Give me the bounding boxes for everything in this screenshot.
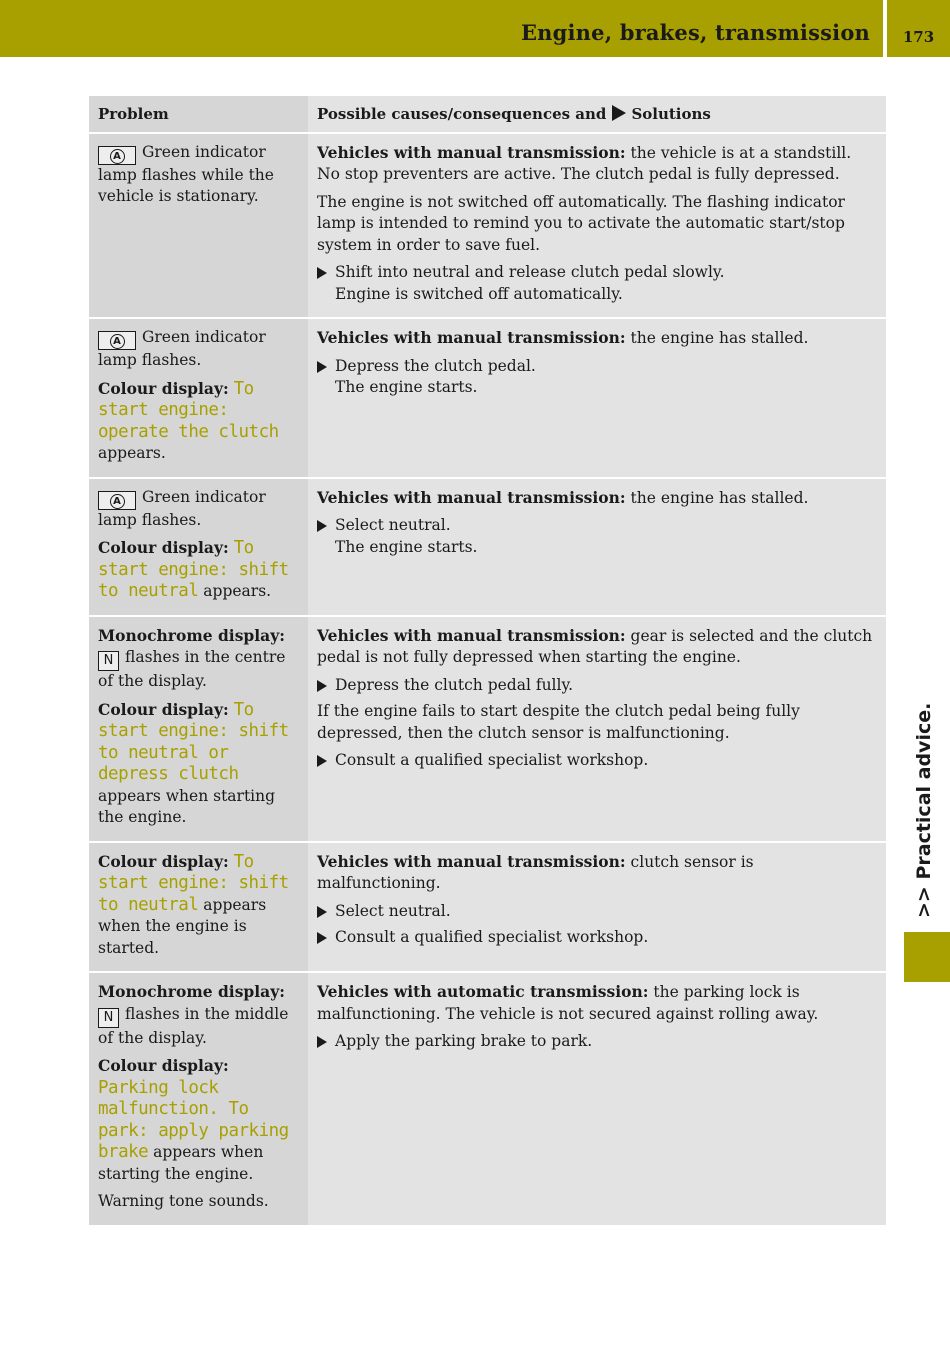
- table-row: [89, 133, 886, 319]
- gear-text: flashes in the middle of the display.: [98, 1004, 289, 1047]
- problem-cell: [89, 478, 308, 616]
- solution-step: Consult a qualified specialist workshop.: [317, 750, 877, 772]
- problem-cell: [89, 842, 308, 973]
- solution-lead-text: gear is selected and the clutch pedal is not fully depressed when starting the engine.: [317, 626, 873, 666]
- solution-step: Select neutral. The engine starts.: [317, 515, 877, 558]
- solution-cell: [308, 972, 886, 1226]
- table-header-row: [89, 96, 886, 133]
- section-side-label: >> Practical advice.: [913, 702, 935, 918]
- solution-paragraph: If the engine fails to start despite the clutch pedal being fully depressed, then the clutch sensor is malfunctioning.: [317, 702, 800, 742]
- monochrome-label: Monochrome display:: [98, 982, 285, 1001]
- display-after: appears.: [98, 444, 166, 462]
- display-message: To start engine: operate the clutch: [98, 378, 279, 442]
- display-after: appears.: [198, 582, 272, 600]
- triangle-right-icon: [612, 105, 626, 121]
- troubleshooting-table: [89, 96, 886, 1227]
- display-after: appears when starting the engine.: [98, 786, 276, 826]
- table-row: [89, 842, 886, 973]
- triangle-right-icon: [317, 520, 327, 532]
- monochrome-label: Monochrome display:: [98, 625, 285, 645]
- column-header-problem: Problem: [89, 96, 308, 133]
- neutral-gear-icon: N: [98, 1008, 119, 1028]
- triangle-right-icon: [317, 755, 327, 767]
- neutral-gear-icon: N: [98, 651, 119, 671]
- triangle-right-icon: [317, 680, 327, 692]
- page-title: Engine, brakes, transmission: [520, 20, 870, 45]
- step-result: The engine starts.: [335, 537, 478, 556]
- problem-text: Green indicator lamp flashes.: [98, 328, 266, 369]
- triangle-right-icon: [317, 906, 327, 918]
- solution-lead-text: the parking lock is malfunctioning. The vehicle is not secured against rolling away.: [317, 983, 819, 1023]
- display-message: To start engine: shift to neutral or depress clutch: [98, 699, 289, 784]
- solution-lead: Vehicles with manual transmission:: [317, 142, 626, 162]
- column-header-solutions-post: Solutions: [631, 105, 711, 123]
- display-after: appears when starting the engine.: [98, 1143, 264, 1183]
- problem-cell: [89, 133, 308, 319]
- side-tab-marker: [904, 932, 950, 982]
- solution-paragraph: The engine is not switched off automatically. The flashing indicator lamp is intended to remind you to activate the automatic start/stop system in order to save fuel.: [317, 192, 845, 254]
- solution-cell: [308, 318, 886, 478]
- problem-cell: [89, 972, 308, 1226]
- triangle-right-icon: [317, 932, 327, 944]
- solution-step: Apply the parking brake to park.: [317, 1031, 877, 1053]
- problem-cell: [89, 318, 308, 478]
- auto-start-stop-indicator-icon: A: [98, 331, 136, 350]
- display-label: Colour display:: [98, 378, 229, 398]
- table-row: [89, 318, 886, 478]
- solution-cell: [308, 133, 886, 319]
- solution-lead: Vehicles with automatic transmission:: [317, 982, 649, 1001]
- page-number: 173: [902, 28, 935, 46]
- solution-step: Select neutral.: [317, 901, 877, 923]
- solution-lead: Vehicles with manual transmission:: [317, 625, 626, 645]
- solution-lead-text: the vehicle is at a standstill. No stop preventers are active. The clutch pedal is fully depressed.: [317, 143, 852, 183]
- solution-lead-text: clutch sensor is malfunctioning.: [317, 852, 754, 892]
- solution-step: Depress the clutch pedal. The engine starts.: [317, 356, 877, 399]
- column-header-solutions: [308, 96, 886, 133]
- triangle-right-icon: [317, 361, 327, 373]
- problem-cell: [89, 616, 308, 842]
- problem-text: Green indicator lamp flashes while the vehicle is stationary.: [98, 142, 274, 205]
- triangle-right-icon: [317, 1036, 327, 1048]
- solution-step: Consult a qualified specialist workshop.: [317, 927, 877, 949]
- step-result: Engine is switched off automatically.: [335, 284, 623, 303]
- table-row: [89, 616, 886, 842]
- display-label: Colour display:: [98, 699, 229, 719]
- solution-cell: [308, 478, 886, 616]
- display-message: Parking lock malfunction. To park: apply parking brake: [98, 1077, 289, 1162]
- solution-lead: Vehicles with manual transmission:: [317, 851, 626, 871]
- display-label: Colour display:: [98, 1056, 229, 1075]
- solution-lead-text: the engine has stalled.: [625, 329, 809, 347]
- table-row: [89, 478, 886, 616]
- gear-text: flashes in the centre of the display.: [98, 648, 286, 690]
- display-label: Colour display:: [98, 851, 229, 871]
- solution-step: Depress the clutch pedal fully.: [317, 675, 877, 697]
- step-result: The engine starts.: [335, 378, 478, 396]
- display-after: appears when the engine is started.: [98, 895, 267, 957]
- problem-extra: Warning tone sounds.: [98, 1192, 269, 1210]
- auto-start-stop-indicator-icon: A: [98, 146, 136, 165]
- solution-lead: Vehicles with manual transmission:: [317, 487, 626, 507]
- display-message: To start engine: shift to neutral: [98, 538, 289, 601]
- auto-start-stop-indicator-icon: A: [98, 491, 136, 510]
- triangle-right-icon: [317, 267, 327, 279]
- problem-text: Green indicator lamp flashes.: [98, 487, 266, 529]
- solution-cell: [308, 616, 886, 842]
- table-row: [89, 972, 886, 1226]
- solution-lead: Vehicles with manual transmission:: [317, 328, 626, 347]
- solution-step: Shift into neutral and release clutch pedal slowly. Engine is switched off automatically.: [317, 262, 877, 305]
- display-label: Colour display:: [98, 538, 229, 557]
- display-message: To start engine: shift to neutral: [98, 851, 289, 915]
- solution-lead-text: the engine has stalled.: [625, 488, 809, 507]
- column-header-solutions-pre: Possible causes/consequences and: [317, 105, 607, 123]
- solution-cell: [308, 842, 886, 973]
